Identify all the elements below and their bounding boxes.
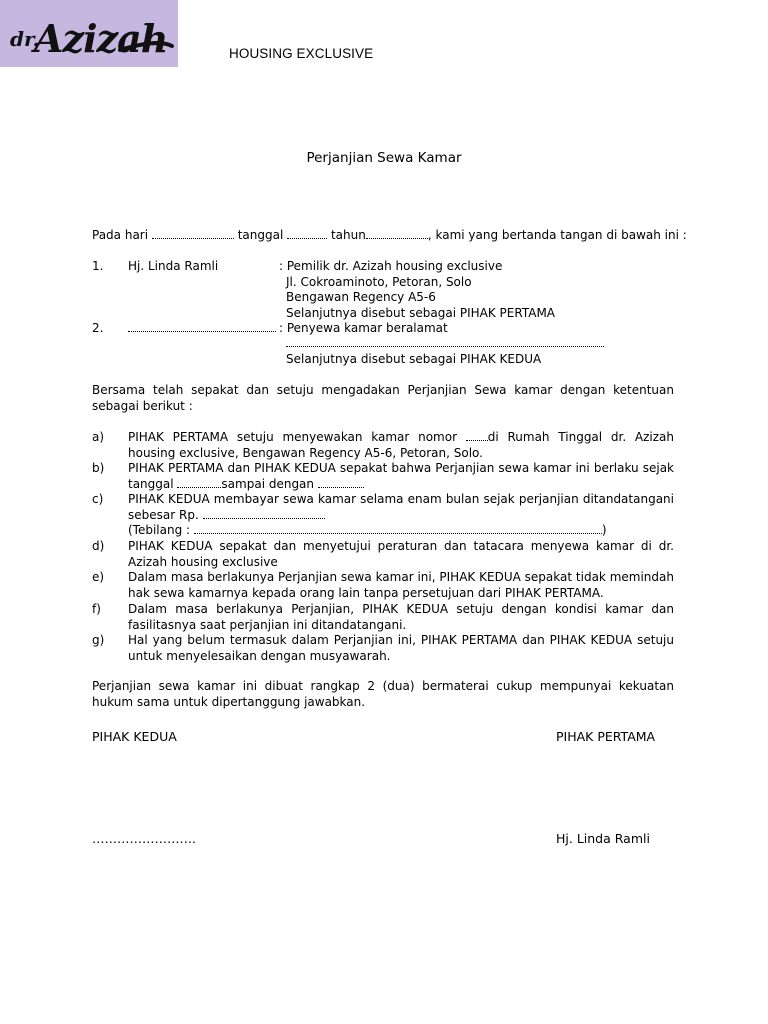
clause-f: Dalam masa berlakunya Perjanjian, PIHAK KEDUA setuju dengan kondisi kamar dan fasilitasnya saat perjanjian ini ditandatangani. — [128, 602, 674, 632]
clause-c-text-2: (Tebilang : — [128, 523, 191, 537]
clause-c-terbilang — [128, 523, 607, 537]
party-1-number: 1. — [92, 259, 104, 273]
clause-c — [128, 492, 674, 523]
clause-c-text-1: PIHAK KEDUA membayar sewa kamar selama enam bulan sejak perjanjian ditandatangani sebesar Rp. — [128, 492, 674, 522]
intro-tanggal: tanggal — [237, 228, 284, 242]
clause-label: b) — [92, 461, 105, 475]
clause-label: g) — [92, 633, 105, 647]
svg-text:dr.: dr. — [10, 27, 40, 51]
blank-end-date — [318, 479, 364, 488]
closing-paragraph: Perjanjian sewa kamar ini dibuat rangkap 2 (dua) bermaterai cukup mempunyai kekuatan hukum sama untuk dipertanggung jawabkan. — [92, 679, 674, 709]
clause-a — [128, 430, 674, 461]
signature-name-left: ……………………. — [92, 831, 196, 846]
intro-rest: , kami yang bertanda tangan di bawah ini : — [427, 228, 687, 242]
blank-amount — [203, 510, 325, 519]
clause-c-text-3: ) — [601, 523, 607, 537]
party-1-line: : Pemilik dr. Azizah housing exclusive — [279, 259, 503, 273]
party-1-line: Bengawan Regency A5-6 — [286, 290, 436, 304]
party-2-line: : Penyewa kamar beralamat — [279, 321, 448, 335]
signature-name-right: Hj. Linda Ramli — [556, 831, 650, 846]
clause-b — [128, 461, 674, 492]
clause-a-text-1: PIHAK PERTAMA setuju menyewakan kamar nomor — [128, 430, 458, 444]
intro-line — [92, 228, 687, 242]
clause-d: PIHAK KEDUA sepakat dan menyetujui peraturan dan tatacara menyewa kamar di dr. Azizah housing exclusive — [128, 539, 674, 569]
blank-tenant-address — [286, 338, 604, 347]
clause-label: c) — [92, 492, 104, 506]
clause-b-text-2: sampai dengan — [221, 476, 315, 491]
party-2-line: Selanjutnya disebut sebagai PIHAK KEDUA — [286, 352, 542, 366]
clause-a-text-2: di Rumah Tinggal dr. Azizah housing exclusive, Bengawan Regency A5-6, Petoran, Solo. — [128, 430, 674, 460]
clause-label: d) — [92, 539, 105, 553]
party-1-line: Jl. Cokroaminoto, Petoran, Solo — [286, 275, 472, 289]
blank-room-number — [466, 432, 488, 441]
intro-pada-hari: Pada hari — [92, 228, 149, 242]
party-2-name-blank — [128, 321, 276, 335]
blank-amount-words — [194, 525, 602, 534]
blank-year — [366, 230, 428, 239]
clause-g: Hal yang belum termasuk dalam Perjanjian ini, PIHAK PERTAMA dan PIHAK KEDUA setuju untuk menyelesaikan dengan musyawarah. — [128, 633, 674, 663]
svg-text:Azizah: Azizah — [34, 16, 168, 61]
signature-label-left: PIHAK KEDUA — [92, 729, 177, 744]
clause-e: Dalam masa berlakunya Perjanjian sewa kamar ini, PIHAK KEDUA sepakat tidak memindah hak sewa kamarnya kepada orang lain tanpa persetujuan dari PIHAK PERTAMA. — [128, 570, 674, 600]
document-title: Perjanjian Sewa Kamar — [306, 150, 462, 166]
blank-start-date — [177, 479, 221, 488]
blank-date — [287, 230, 327, 239]
blank-tenant-name — [128, 323, 276, 332]
clause-b-text-1: PIHAK PERTAMA dan PIHAK KEDUA sepakat bahwa Perjanjian sewa kamar ini berlaku sejak tanggal — [128, 461, 674, 491]
blank-day — [152, 230, 234, 239]
intro-tahun: tahun — [330, 228, 366, 242]
party-2-number: 2. — [92, 321, 104, 335]
signature-label-right: PIHAK PERTAMA — [556, 729, 656, 744]
clause-label: e) — [92, 570, 105, 584]
logo-wordmark — [0, 0, 178, 67]
agreement-intro: Bersama telah sepakat dan setuju mengadakan Perjanjian Sewa kamar dengan ketentuan sebagai berikut : — [92, 383, 674, 413]
party-2-address-blank — [286, 336, 604, 350]
document-header: HOUSING EXCLUSIVE — [229, 46, 374, 61]
party-1-name: Hj. Linda Ramli — [128, 259, 219, 273]
party-1-line: Selanjutnya disebut sebagai PIHAK PERTAMA — [286, 306, 556, 320]
clause-label: f) — [92, 602, 101, 616]
clause-label: a) — [92, 430, 105, 444]
company-logo — [0, 0, 178, 67]
